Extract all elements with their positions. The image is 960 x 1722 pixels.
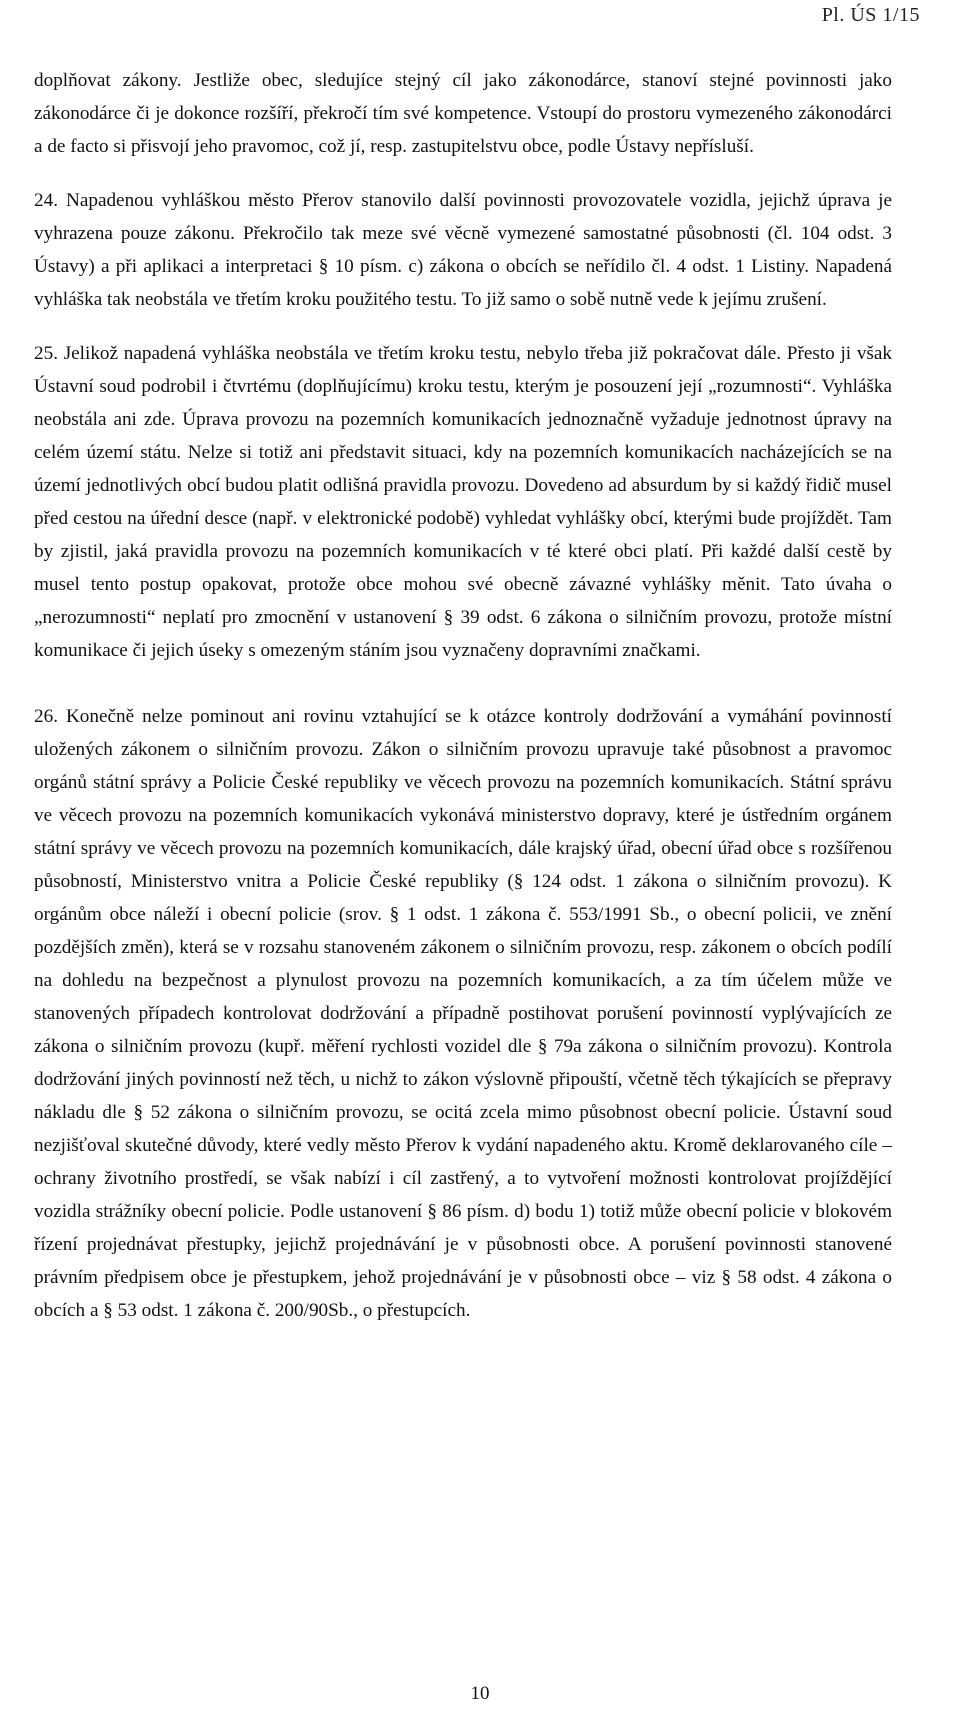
paragraph-26: 26. Konečně nelze pominout ani rovinu vztahující se k otázce kontroly dodržování a vymáhání povinností uložených zákonem o silničním provozu. Zákon o silničním provozu upravuje také působnost a pravomoc orgánů státní správy a Policie České republiky ve věcech provozu na pozemních komunikacích. Státní správu ve věcech provozu na pozemních komunikacích vykonává ministerstvo dopravy, které je ústředním orgánem státní správy ve věcech provozu na pozemních komunikacích, dále krajský úřad, obecní úřad obce s rozšířenou působností, Ministerstvo vnitra a Policie České republiky (§ 124 odst. 1 zákona o silničním provozu). K orgánům obce náleží i obecní policie (srov. § 1 odst. 1 zákona č. 553/1991 Sb., o obecní policii, ve znění pozdějších změn), která se v rozsahu stanoveném zákonem o silničním provozu, resp. zákonem o obcích podílí na dohledu na bezpečnost a plynulost provozu na pozemních komunikacích, a za tím účelem může ve stanovených případech kontrolovat dodržování a případně postihovat porušení povinností vyplývajících ze zákona o silničním provozu (kupř. měření rychlosti vozidel dle § 79a zákona o silničním provozu). Kontrola dodržování jiných povinností než těch, u nichž to zákon výslovně připouští, včetně těch týkajících se přepravy nákladu dle § 52 zákona o silničním provozu, se ocitá zcela mimo působnost obecní policie. Ústavní soud nezjišťoval skutečné důvody, které vedly město Přerov k vydání napadeného aktu. Kromě deklarovaného cíle – ochrany životního prostředí, se však nabízí i cíl zastřený, a to vytvoření možnosti kontrolovat projíždějící vozidla strážníky obecní policie. Podle ustanovení § 86 písm. d) bodu 1) totiž může obecní policie v blokovém řízení projednávat přestupky, jejichž projednávání je v působnosti obce. A porušení povinnosti stanovené právním předpisem obce je přestupkem, jehož projednávání je v působnosti obce – viz § 58 odst. 4 zákona o obcích a § 53 odst. 1 zákona č. 200/90Sb., o přestupcích. xyxy=(34,706,892,1321)
paragraph-continuation: doplňovat zákony. Jestliže obec, sledujíce stejný cíl jako zákonodárce, stanoví stejné povinnosti jako zákonodárce či je dokonce rozšíří, překročí tím své kompetence. Vstoupí do prostoru vymezeného zákonodárci a de facto si přisvojí jeho pravomoc, což jí, resp. zastupitelstvu obce, podle Ústavy nepřísluší. xyxy=(34,70,892,157)
paragraph-spacer xyxy=(34,163,892,184)
paragraph-spacer xyxy=(34,667,892,700)
paragraph-25: 25. Jelikož napadená vyhláška neobstála ve třetím kroku testu, nebylo třeba již pokračovat dále. Přesto ji však Ústavní soud podrobil i čtvrtému (doplňujícímu) kroku testu, kterým je posouzení její „rozumnosti“. Vyhláška neobstála ani zde. Úprava provozu na pozemních komunikacích jednoznačně vyžaduje jednotnost úpravy na celém území státu. Nelze si totiž ani představit situaci, kdy na pozemních komunikacích nacházejících se na území jednotlivých obcí budou platit odlišná pravidla provozu. Dovedeno ad absurdum by si každý řidič musel před cestou na úřední desce (např. v elektronické podobě) vyhledat vyhlášky obcí, kterými bude projíždět. Tam by zjistil, jaká pravidla provozu na pozemních komunikacích v té které obci platí. Při každé další cestě by musel tento postup opakovat, protože obce mohou své obecně závazné vyhlášky měnit. Tato úvaha o „nerozumnosti“ neplatí pro zmocnění v ustanovení § 39 odst. 6 zákona o silničním provozu, protože místní komunikace či jejich úseky s omezeným stáním jsou vyznačeny dopravními značkami. xyxy=(34,343,892,661)
document-reference: Pl. ÚS 1/15 xyxy=(821,4,920,26)
page-number: 10 xyxy=(470,1683,490,1704)
paragraph-spacer xyxy=(34,316,892,337)
paragraph-24: 24. Napadenou vyhláškou město Přerov stanovilo další povinnosti provozovatele vozidla, jejichž úprava je vyhrazena pouze zákonu. Překročilo tak meze své věcně vymezené samostatné působnosti (čl. 104 odst. 3 Ústavy) a při aplikaci a interpretaci § 10 písm. c) zákona o obcích se neřídilo čl. 4 odst. 1 Listiny. Napadená vyhláška tak neobstála ve třetím kroku použitého testu. To již samo o sobě nutně vede k jejímu zrušení. xyxy=(34,190,892,310)
document-body xyxy=(34,64,892,1327)
